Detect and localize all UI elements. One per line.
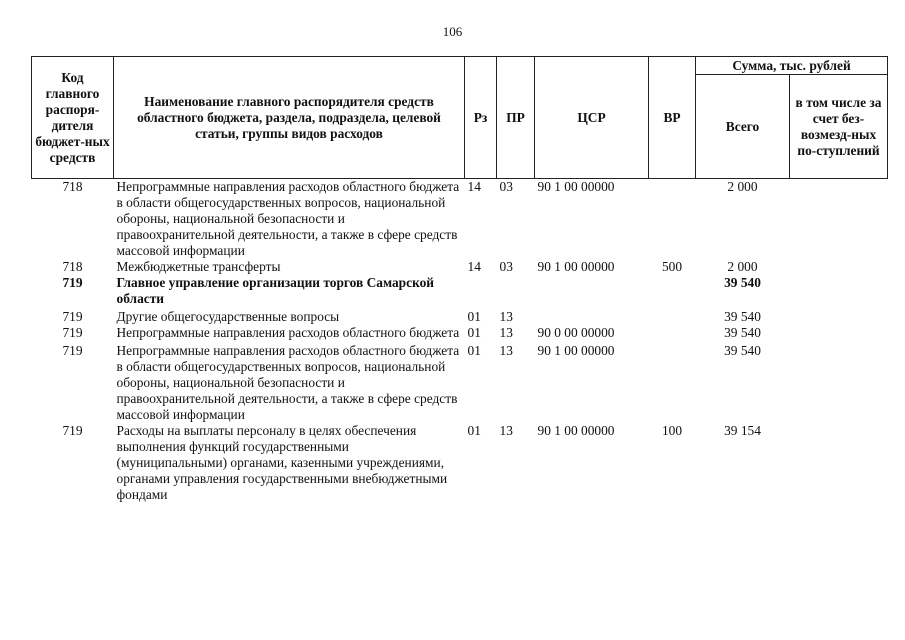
cell-pr: 13	[499, 423, 513, 438]
cell-vr: 500	[661, 259, 683, 274]
cell-code: 719	[62, 309, 83, 324]
cell-incl	[790, 309, 888, 325]
cell-pr: 13	[499, 343, 513, 358]
cell-code: 718	[62, 179, 83, 194]
cell-csr: 90 0 00 00000	[537, 325, 615, 340]
header-vr: ВР	[649, 57, 696, 179]
cell-name: Непрограммные направления расходов областного бюджета в области общегосударственных вопросов, национальной обороны, национальной безопасности и правоохранительной деятельности, а также в сфере средств массовой информации	[116, 179, 460, 258]
cell-rz: 14	[467, 259, 481, 274]
cell-csr: 90 1 00 00000	[537, 343, 615, 358]
cell-pr: 13	[499, 309, 513, 324]
header-rz: Рз	[465, 57, 497, 179]
table-row	[32, 259, 888, 275]
cell-code: 718	[62, 259, 83, 274]
cell-incl	[790, 325, 888, 343]
header-sum: Сумма, тыс. рублей	[696, 57, 888, 75]
cell-name: Другие общегосударственные вопросы	[116, 309, 340, 324]
cell-code: 719	[62, 423, 83, 438]
cell-total: 39 540	[724, 275, 761, 290]
cell-incl	[790, 343, 888, 423]
cell-code: 719	[62, 275, 83, 290]
cell-pr	[497, 275, 535, 309]
table-row	[32, 325, 888, 343]
cell-incl	[790, 259, 888, 275]
cell-incl	[790, 423, 888, 503]
cell-vr	[649, 343, 696, 423]
cell-vr	[649, 275, 696, 309]
cell-vr	[649, 179, 696, 260]
cell-rz: 01	[467, 325, 481, 340]
cell-total: 2 000	[727, 259, 758, 274]
cell-pr: 13	[499, 325, 513, 340]
cell-rz: 01	[467, 343, 481, 358]
cell-name: Главное управление организации торгов Самарской области	[116, 275, 435, 306]
cell-vr	[649, 325, 696, 343]
table-row	[32, 343, 888, 423]
cell-code: 719	[62, 325, 83, 340]
cell-csr: 90 1 00 00000	[537, 259, 615, 274]
table-header	[32, 57, 888, 179]
table-body	[32, 179, 888, 504]
cell-rz: 14	[467, 179, 481, 194]
cell-name: Расходы на выплаты персоналу в целях обеспечения выполнения функций государственными (муниципальными) органами, казенными учреждениями, органами управления государственными внебюджетными фондами	[116, 423, 448, 502]
cell-pr: 03	[499, 259, 513, 274]
cell-pr: 03	[499, 179, 513, 194]
cell-total: 39 154	[724, 423, 761, 438]
cell-total: 39 540	[724, 309, 761, 324]
table-row	[32, 275, 888, 309]
cell-name: Непрограммные направления расходов областного бюджета в области общегосударственных вопросов, национальной обороны, национальной безопасности и правоохранительной деятельности, а также в сфере средств массовой информации	[116, 343, 460, 422]
cell-vr	[649, 309, 696, 325]
cell-csr	[535, 275, 649, 309]
header-csr: ЦСР	[535, 57, 649, 179]
cell-rz: 01	[467, 309, 481, 324]
cell-incl	[790, 179, 888, 260]
cell-total: 2 000	[727, 179, 758, 194]
page-number: 106	[442, 24, 463, 39]
cell-csr	[535, 309, 649, 325]
header-pr: ПР	[497, 57, 535, 179]
table-row	[32, 423, 888, 503]
cell-csr: 90 1 00 00000	[537, 423, 615, 438]
table-row	[32, 179, 888, 260]
cell-total: 39 540	[724, 325, 761, 340]
header-total: Всего	[696, 75, 790, 179]
cell-name: Непрограммные направления расходов областного бюджета	[116, 325, 460, 340]
cell-code: 719	[62, 343, 83, 358]
cell-incl	[790, 275, 888, 309]
cell-csr: 90 1 00 00000	[537, 179, 615, 194]
table-row	[32, 309, 888, 325]
cell-total: 39 540	[724, 343, 761, 358]
header-code: Код главного распоря-дителя бюджет-ных средств	[32, 57, 114, 179]
cell-name: Межбюджетные трансферты	[116, 259, 281, 274]
cell-rz	[465, 275, 497, 309]
header-name: Наименование главного распорядителя средств областного бюджета, раздела, подраздела, целевой статьи, группы видов расходов	[114, 57, 465, 179]
header-incl: в том числе за счет без-возмезд-ных по-ступлений	[790, 75, 888, 179]
cell-rz: 01	[467, 423, 481, 438]
cell-vr: 100	[661, 423, 683, 438]
budget-table	[31, 56, 888, 503]
